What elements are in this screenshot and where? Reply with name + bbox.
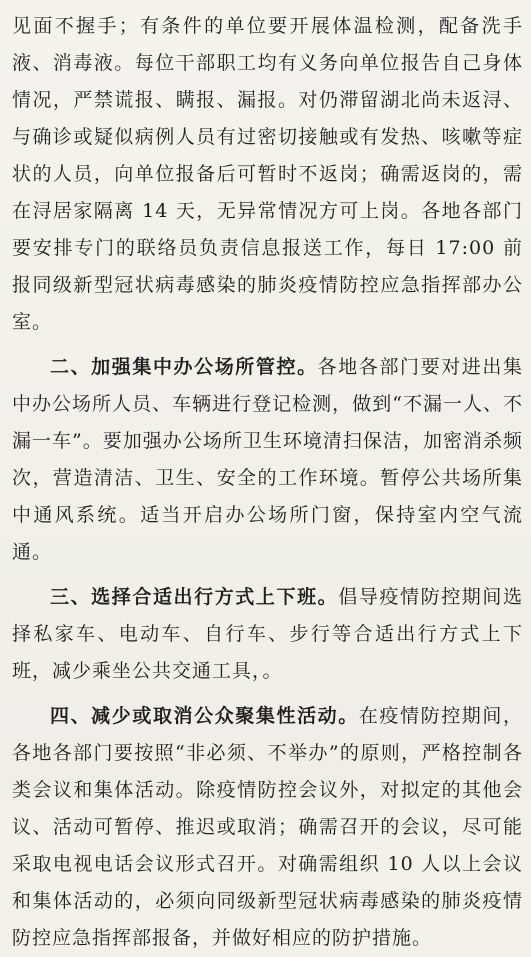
paragraph-text: 见面不握手；有条件的单位要开展体温检测，配备洗手液、消毒液。每位干部职工均有义务向单位报告自己身体情况，严禁谎报、瞒报、漏报。对仍滞留湖北尚未返浔、与确诊或疑似病例人员有过密切接触或有发热、咳嗽等症状的人员，向单位报备后可暂时不返岗；确需返岗的，需在浔居家隔离 14 天，无异常情况方可上岗。各地各部门要安排专门的联络员负责信息报送工作，每日 17:00 前报同级新型冠状病毒感染的肺炎疫情防控应急指挥部办公室。 bbox=[12, 15, 523, 333]
paragraph-section-3 bbox=[12, 579, 523, 690]
paragraph-continuation bbox=[12, 8, 523, 341]
paragraph-section-4 bbox=[12, 698, 523, 957]
section-heading: 二、加强集中办公场所管控。 bbox=[50, 356, 318, 378]
section-heading: 三、选择合适出行方式上下班。 bbox=[50, 586, 339, 608]
paragraph-text: 在疫情防控期间，各地各部门要按照“非必须、不举办”的原则，严格控制各类会议和集体活动。除疫情防控会议外，对拟定的其他会议、活动可暂停、推迟或取消；确需召开的会议，尽可能采取电视电话会议形式召开。对确需组织 10 人以上会议和集体活动的，必须向同级新型冠状病毒感染的肺炎疫情防控应急指挥部报备，并做好相应的防护措施。 bbox=[12, 705, 523, 949]
section-heading: 四、减少或取消公众聚集性活动。 bbox=[50, 705, 359, 727]
paragraph-section-2 bbox=[12, 349, 523, 571]
paragraph-text: 各地各部门要对进出集中办公场所人员、车辆进行登记检测，做到“不漏一人、不漏一车”。要加强办公场所卫生环境清扫保洁，加密消杀频次，营造清洁、卫生、安全的工作环境。暂停公共场所集中通风系统。适当开启办公场所门窗，保持室内空气流通。 bbox=[12, 356, 523, 563]
paragraph-text: 倡导疫情防控期间选择私家车、电动车、自行车、步行等合适出行方式上下班，减少乘坐公共交通工具，。 bbox=[12, 586, 523, 682]
